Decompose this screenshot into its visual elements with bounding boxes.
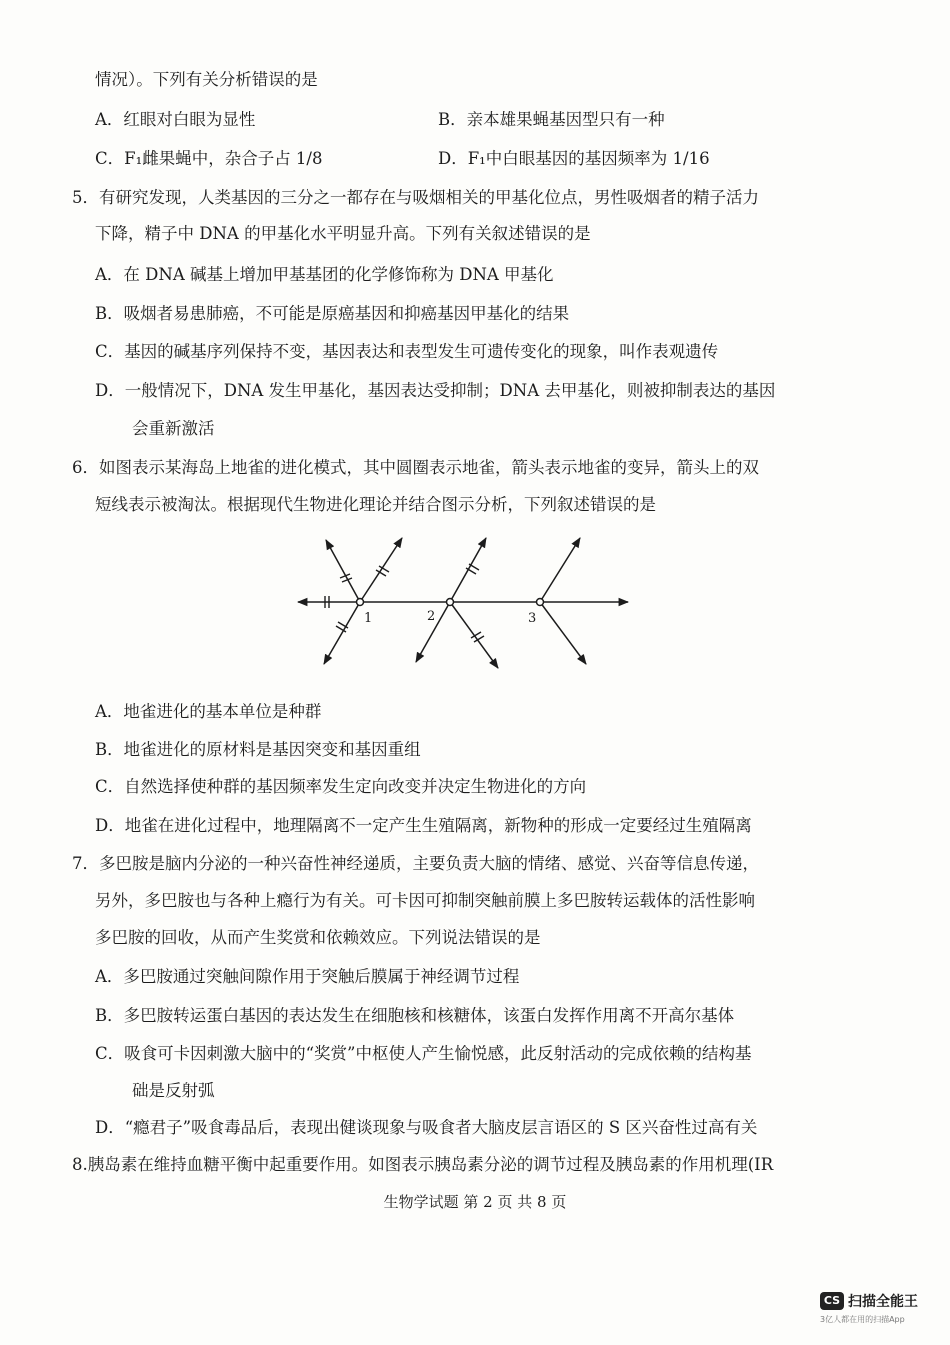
q7-option-b: B．多巴胺转运蛋白基因的表达发生在细胞核和核糖体，该蛋白发挥作用离不开高尔基体 [95, 1006, 735, 1025]
evolution-diagram [290, 530, 640, 675]
diagram-label-3: 3 [528, 611, 537, 626]
branch-3-upper-arrow [540, 538, 580, 602]
q8-stem: 8.胰岛素在维持血糖平衡中起重要作用。如图表示胰岛素分泌的调节过程及胰岛素的作用机理(IR [72, 1155, 774, 1174]
population-circle-3 [537, 599, 544, 606]
q7-stem-line-3: 多巴胺的回收，从而产生奖赏和依赖效应。下列说法错误的是 [95, 928, 541, 947]
q6-option-b: B．地雀进化的原材料是基因突变和基因重组 [95, 740, 421, 759]
q6-stem-line-1: 6．如图表示某海岛上地雀的进化模式，其中圆圈表示地雀，箭头表示地雀的变异，箭头上的双 [72, 458, 759, 477]
q7-option-c: C．吸食可卡因刺激大脑中的“奖赏”中枢使人产生愉悦感，此反射活动的完成依赖的结构基 [95, 1044, 752, 1063]
q5-option-d: D．一般情况下，DNA 发生甲基化，基因表达受抑制；DNA 去甲基化，则被抑制表达的基因 [95, 381, 776, 400]
q4-tail: 情况）。下列有关分析错误的是 [95, 70, 318, 89]
q6-stem-line-2: 短线表示被淘汰。根据现代生物进化理论并结合图示分析，下列叙述错误的是 [95, 495, 656, 514]
q7-option-c-cont: 础是反射弧 [132, 1081, 215, 1100]
q6-option-a: A．地雀进化的基本单位是种群 [95, 702, 322, 721]
q7-stem-line-1: 7．多巴胺是脑内分泌的一种兴奋性神经递质，主要负责大脑的情绪、感觉、兴奋等信息传递， [72, 854, 759, 873]
q7-option-a: A．多巴胺通过突触间隙作用于突触后膜属于神经调节过程 [95, 967, 520, 986]
scanner-name: 扫描全能王 [848, 1293, 918, 1310]
scanner-logo-icon: CS [820, 1292, 844, 1310]
q6-option-d: D．地雀在进化过程中，地理隔离不一定产生生殖隔离，新物种的形成一定要经过生殖隔离 [95, 816, 752, 835]
elimination-marks [325, 564, 484, 642]
diagram-label-2: 2 [427, 609, 436, 624]
diagram-label-1: 1 [364, 611, 373, 626]
scanner-tagline: 3亿人都在用的扫描App [820, 1314, 905, 1324]
q5-option-c: C．基因的碱基序列保持不变，基因表达和表型发生可遗传变化的现象，叫作表观遗传 [95, 342, 719, 361]
scanner-watermark [820, 1290, 918, 1325]
branch-1-upper-left-arrow [326, 540, 360, 602]
q5-option-b: B．吸烟者易患肺癌，不可能是原癌基因和抑癌基因甲基化的结果 [95, 304, 570, 323]
q7-option-d: D．“瘾君子”吸食毒品后，表现出健谈现象与吸食者大脑皮层言语区的 S 区兴奋性过高有关 [95, 1118, 758, 1137]
q4-option-b: B．亲本雄果蝇基因型只有一种 [438, 110, 665, 129]
branch-1-lower-arrow [324, 602, 360, 664]
branch-1-upper-right-arrow [360, 538, 402, 602]
q7-stem-line-2: 另外，多巴胺也与各种上瘾行为有关。可卡因可抑制突触前膜上多巴胺转运载体的活性影响 [95, 891, 755, 910]
population-circle-2 [447, 599, 454, 606]
page-footer: 生物学试题 第 2 页 共 8 页 [383, 1193, 567, 1211]
q5-stem-line-2: 下降，精子中 DNA 的甲基化水平明显升高。下列有关叙述错误的是 [95, 224, 591, 243]
q5-option-d-cont: 会重新激活 [132, 419, 215, 438]
q5-stem-line-1: 5．有研究发现，人类基因的三分之一都存在与吸烟相关的甲基化位点，男性吸烟者的精子活力 [72, 188, 759, 207]
branch-2-lower-right-arrow [450, 602, 498, 668]
q4-option-a: A．红眼对白眼为显性 [95, 110, 256, 129]
q6-option-c: C．自然选择使种群的基因频率发生定向改变并决定生物进化的方向 [95, 777, 587, 796]
q4-option-d: D．F₁中白眼基因的基因频率为 1/16 [438, 149, 710, 168]
population-circle-1 [357, 599, 364, 606]
q5-option-a: A．在 DNA 碱基上增加甲基基团的化学修饰称为 DNA 甲基化 [95, 265, 554, 284]
branch-3-lower-arrow [540, 602, 586, 664]
q4-option-c: C．F₁雌果蝇中，杂合子占 1/8 [95, 149, 323, 168]
